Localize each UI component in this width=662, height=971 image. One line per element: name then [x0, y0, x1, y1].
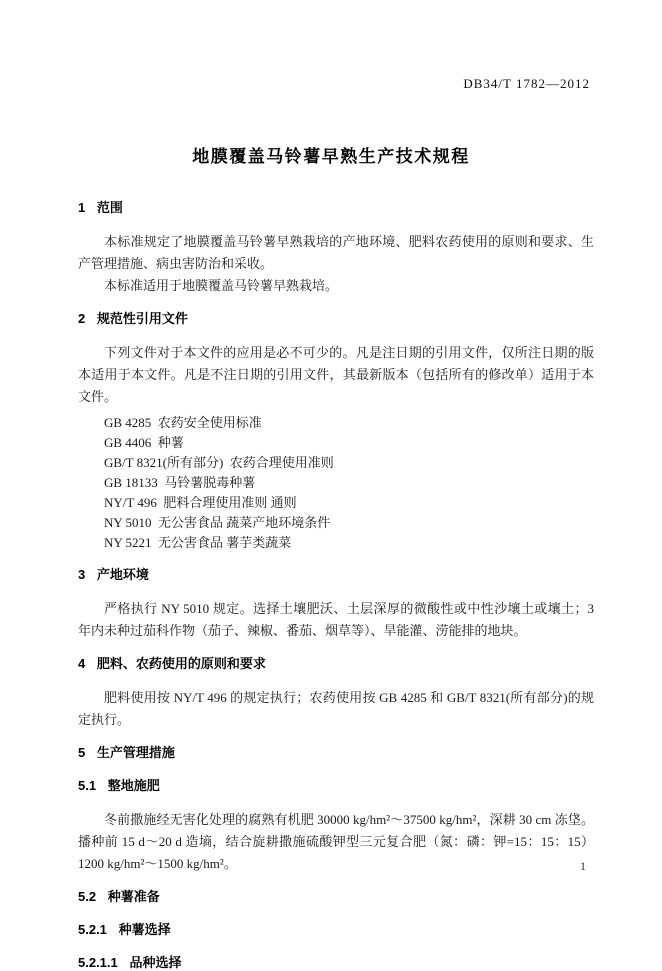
section-number: 5.2.1	[78, 922, 107, 937]
section-number: 4	[78, 656, 86, 671]
reference-item: NY 5221 无公害食品 薯芋类蔬菜	[104, 535, 292, 550]
section-title: 整地施肥	[107, 778, 160, 793]
paragraph: 冬前撒施经无害化处理的腐熟有机肥 30000 kg/hm²～37500 kg/hm²，深耕 30 cm 冻垡。播种前 15 d～20 d 造墒，结合旋耕撒施硫酸钾型三元复合肥（氮：磷：钾=15：15：15）1200 kg/hm²～1500 kg/hm²。	[78, 812, 594, 871]
section-3-heading	[78, 567, 594, 583]
section-2-heading	[78, 311, 594, 327]
section-title: 种薯准备	[107, 889, 160, 904]
section-number: 5.2	[78, 889, 97, 904]
section-title: 种薯选择	[118, 922, 171, 937]
section-number: 1	[78, 200, 86, 215]
document-title: 地膜覆盖马铃薯早熟生产技术规程	[192, 147, 470, 166]
section-4-heading	[78, 656, 594, 672]
standard-number: DB34/T 1782—2012	[463, 76, 590, 91]
reference-item: NY/T 496 肥料合理使用准则 通则	[104, 495, 297, 510]
reference-item: GB 4406 种薯	[104, 435, 184, 450]
section-title: 规范性引用文件	[96, 311, 188, 326]
section-number: 5	[78, 745, 86, 760]
reference-item: GB 4285 农药安全使用标准	[104, 415, 262, 430]
paragraph: 本标准规定了地膜覆盖马铃薯早熟栽培的产地环境、肥料农药使用的原则和要求、生产管理措施、病虫害防治和采收。	[78, 234, 594, 271]
document-body	[78, 200, 594, 971]
section-5-1-heading	[78, 778, 594, 794]
reference-item: GB/T 8321(所有部分) 农药合理使用准则	[104, 455, 334, 470]
section-title: 范围	[96, 200, 123, 215]
paragraph: 下列文件对于本文件的应用是必不可少的。凡是注日期的引用文件，仅所注日期的版本适用于本文件。凡是不注日期的引用文件，其最新版本（包括所有的修改单）适用于本文件。	[78, 345, 594, 404]
reference-item: NY 5010 无公害食品 蔬菜产地环境条件	[104, 515, 331, 530]
section-number: 3	[78, 567, 86, 582]
section-title: 生产管理措施	[96, 745, 175, 760]
section-5-2-1-1-heading	[78, 955, 594, 971]
paragraph: 肥料使用按 NY/T 496 的规定执行；农药使用按 GB 4285 和 GB/T 8321(所有部分)的规定执行。	[78, 690, 594, 727]
paragraph: 严格执行 NY 5010 规定。选择土壤肥沃、土层深厚的微酸性或中性沙壤土或壤土；3 年内未种过茄科作物（茄子、辣椒、番茄、烟草等）、旱能灌、涝能排的地块。	[78, 601, 594, 638]
section-title: 肥料、农药使用的原则和要求	[96, 656, 266, 671]
section-number: 2	[78, 311, 86, 326]
section-number: 5.1	[78, 778, 97, 793]
reference-item: GB 18133 马铃薯脱毒种薯	[104, 475, 256, 490]
section-title: 品种选择	[129, 955, 182, 970]
normative-references-list	[78, 413, 594, 553]
section-title: 产地环境	[96, 567, 149, 582]
section-1-heading	[78, 200, 594, 216]
page-number: 1	[580, 859, 586, 873]
section-5-2-heading	[78, 889, 594, 905]
section-5-heading	[78, 745, 594, 761]
paragraph: 本标准适用于地膜覆盖马铃薯早熟栽培。	[104, 278, 339, 293]
section-number: 5.2.1.1	[78, 955, 118, 970]
